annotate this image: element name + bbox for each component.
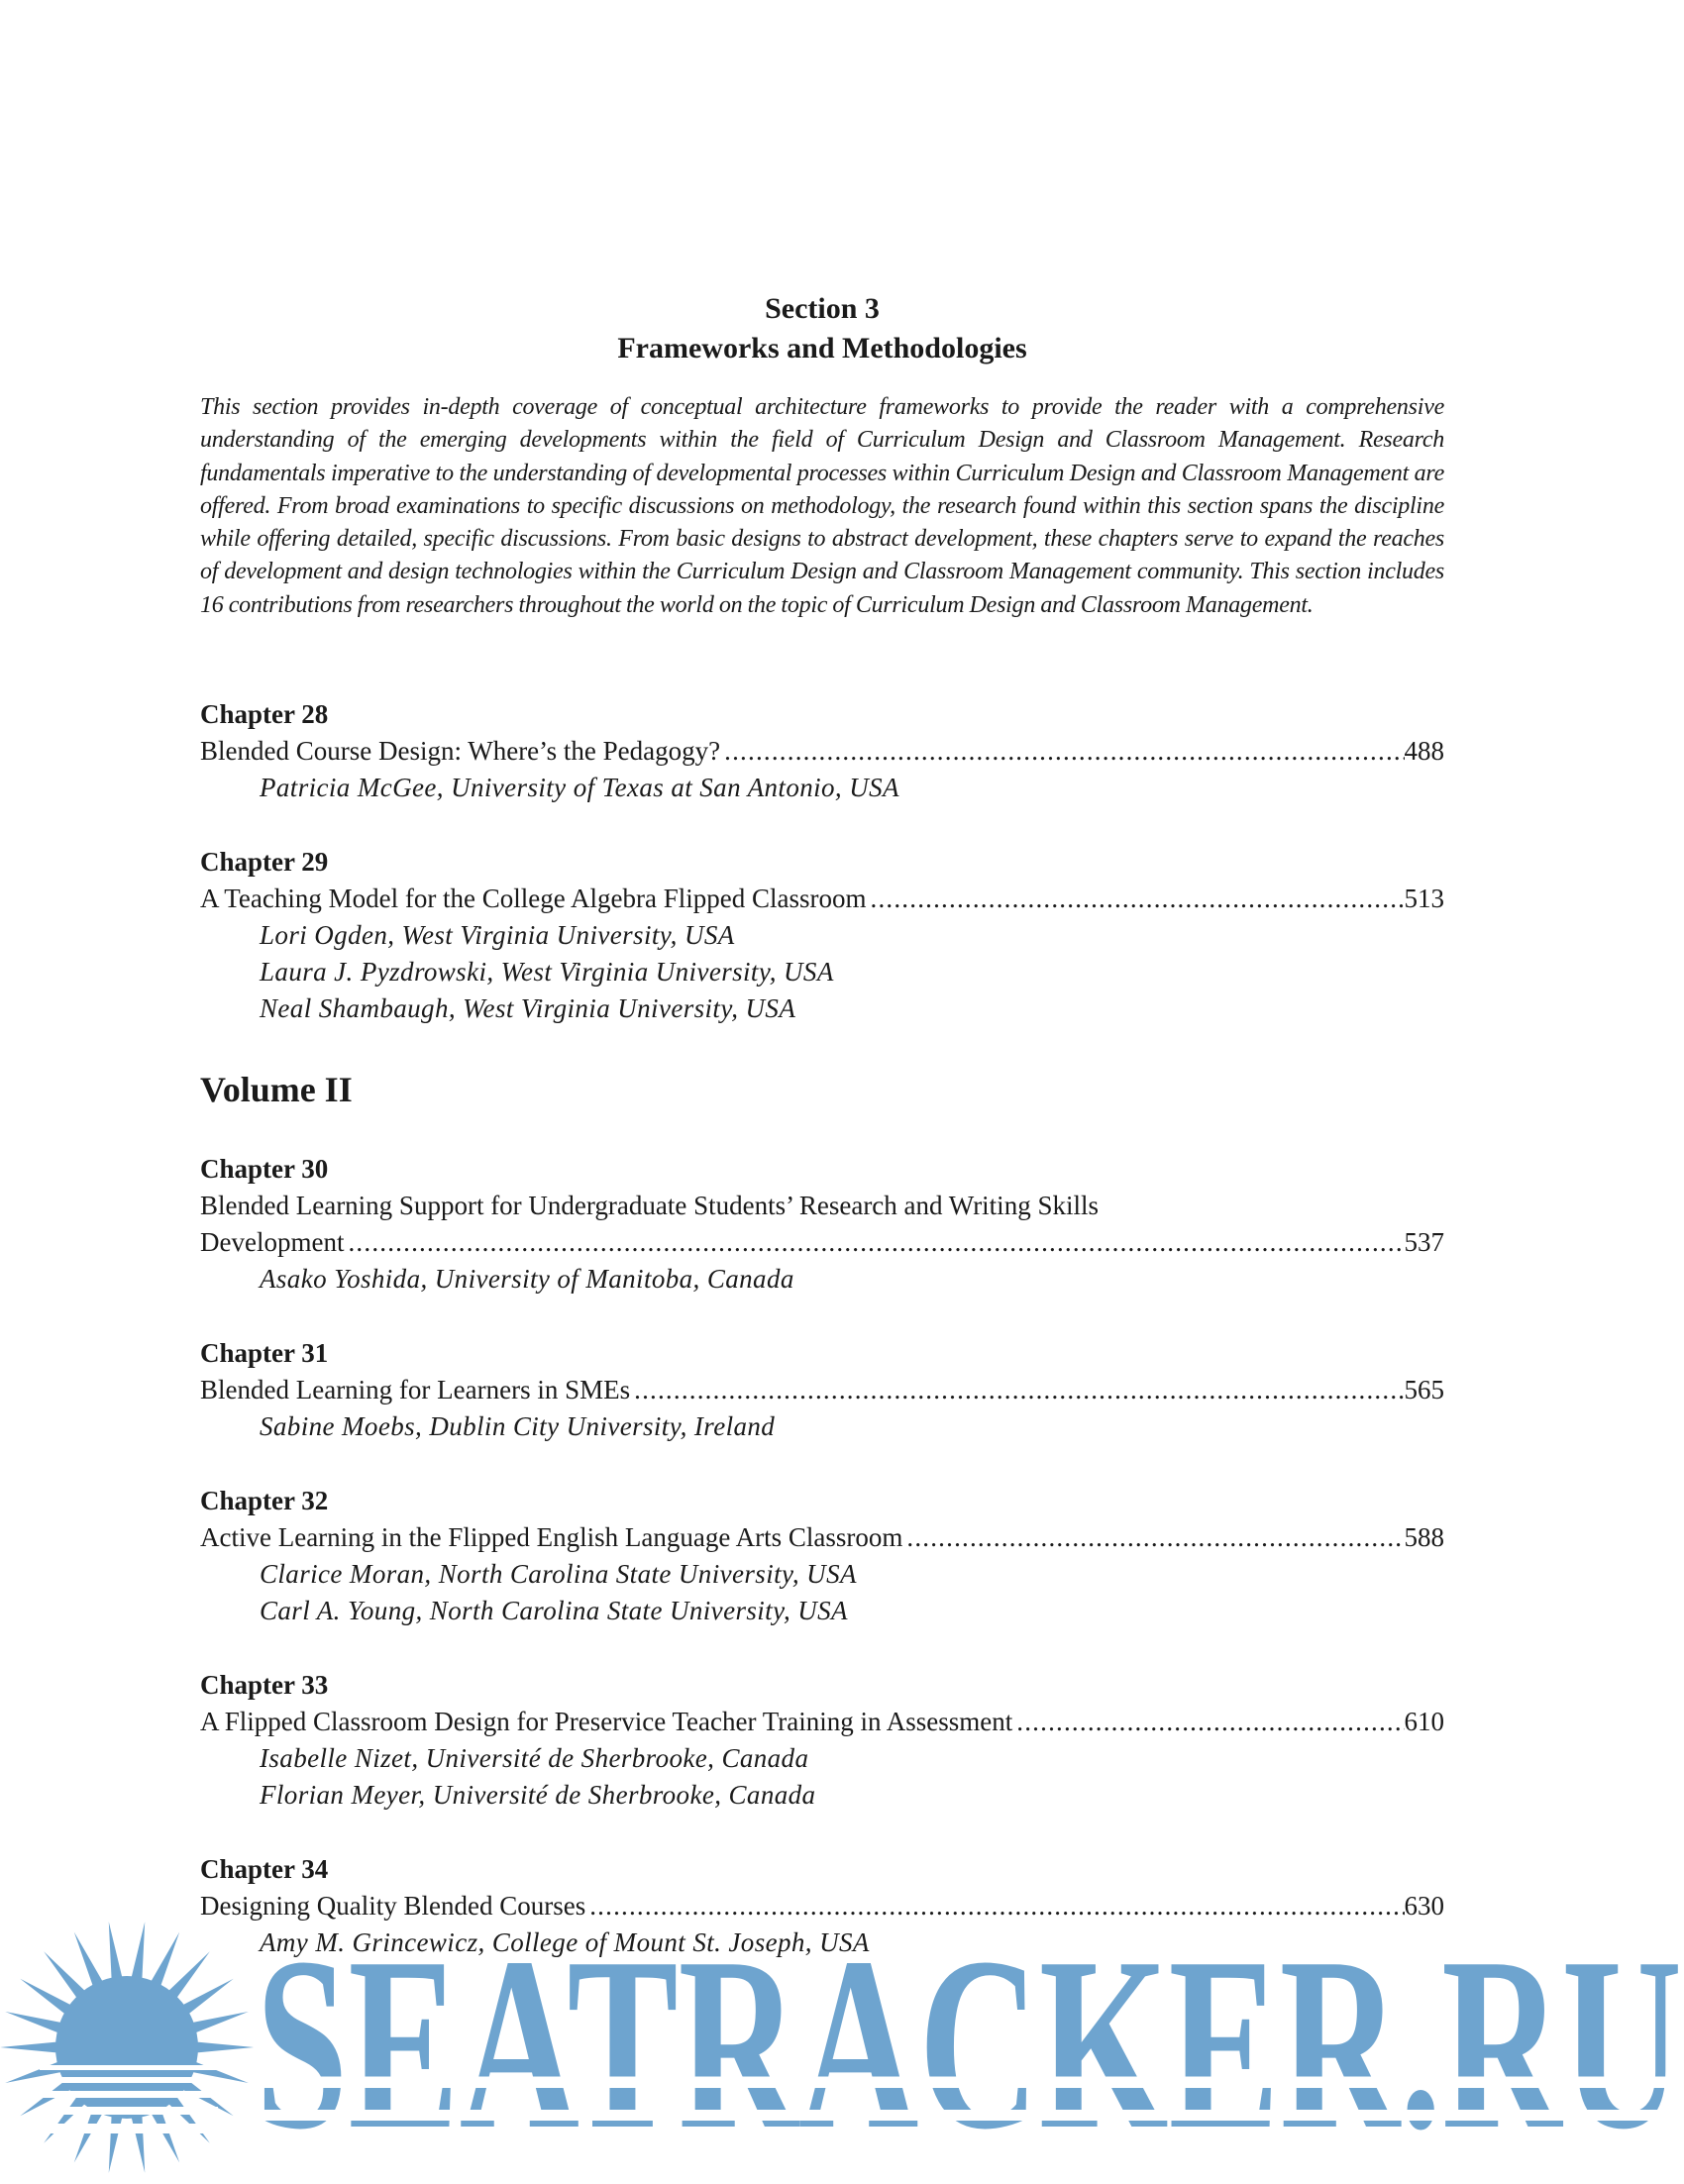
dot-leader [344,1224,1404,1261]
sun-ray [74,2108,103,2162]
sun-ray [20,1979,71,2015]
toc-entry-chapter-33[interactable] [200,1667,1444,1814]
sun-ray [191,2012,248,2033]
chapter-title: Blended Course Design: Where’s the Pedagogy? [200,736,721,766]
dot-leader [867,881,1405,917]
chapter-author: Amy M. Grincewicz, College of Mount St. Joseph, USA [260,1927,870,1957]
chapter-title: A Flipped Classroom Design for Preservice Teacher Training in Assessment [200,1707,1013,1736]
chapter-author: Laura J. Pyzdrowski, West Virginia University, USA [260,957,834,987]
chapter-title: A Teaching Model for the College Algebra Flipped Classroom [200,884,867,913]
toc-entry-chapter-28[interactable] [200,696,1444,806]
chapter-number: Chapter 33 [200,1670,329,1700]
sun-ray [44,1951,85,1999]
dot-leader [720,733,1404,770]
page-number: 610 [1404,1707,1444,1736]
toc-entry-chapter-29[interactable] [200,844,1444,1027]
chapter-title: Development [200,1227,345,1257]
watermark-lettering: SEATRACKER.RU [256,1917,1682,2179]
toc-entry-chapter-32[interactable] [200,1483,1444,1629]
chapter-title-row[interactable] [200,1519,1444,1556]
chapter-number: Chapter 32 [200,1486,329,1515]
page-number: 513 [1404,884,1444,913]
toc-entry-chapter-31[interactable] [200,1335,1444,1445]
page-number: 537 [1404,1227,1444,1257]
chapter-title: Blended Learning for Learners in SMEs [200,1375,631,1404]
section-heading [198,289,1446,368]
chapter-title: Designing Quality Blended Courses [200,1891,586,1921]
page-number: 588 [1404,1522,1444,1552]
chapter-author: Neal Shambaugh, West Virginia University, USA [260,993,796,1023]
chapter-author: Clarice Moran, North Carolina State University, USA [260,1559,857,1589]
chapter-author: Sabine Moebs, Dublin City University, Ireland [260,1411,776,1441]
sun-ray [74,1932,103,1987]
chapter-title-row[interactable] [200,1704,1444,1740]
section-intro: This section provides in-depth coverage of conceptual architecture frameworks to provide the reader with a comprehensive understanding of the emerging developments within the field of Curriculum Design and Classroom Management. Research fundamentals imperative to the understanding of developmental processes within Curriculum Design and Classroom Management are offered. From broad examinations to specific discussions on methodology, the research found within this section spans the discipline while offering detailed, specific discussions. From basic designs to abstract development, these chapters serve to expand the reaches of development and design technologies within the Curriculum Design and Classroom Management community. This section includes 16 contributions from researchers throughout the world on the topic of Curriculum Design and Classroom Management. [200,394,1444,618]
chapter-author: Isabelle Nizet, Université de Sherbrooke, Canada [260,1743,809,1773]
sun-ray [196,2042,254,2053]
chapter-number: Chapter 34 [200,1854,329,1884]
chapter-author: Carl A. Young, North Carolina State University, USA [260,1596,848,1625]
volume-heading: Volume II [200,1070,353,1109]
chapter-number: Chapter 30 [200,1154,329,1184]
chapter-title-row[interactable] [200,733,1444,770]
chapter-author: Lori Ogden, West Virginia University, USA [260,920,735,950]
chapter-title-row[interactable] [200,1372,1444,1408]
chapter-author: Patricia McGee, University of Texas at San Antonio, USA [260,773,899,802]
chapter-author: Asako Yoshida, University of Manitoba, Canada [260,1264,794,1294]
sun-ray [109,1922,123,1979]
page-number: 565 [1404,1375,1444,1404]
sun-ray [44,2096,85,2143]
chapter-title: Active Learning in the Flipped English Language Arts Classroom [200,1522,903,1552]
dot-leader [630,1372,1404,1408]
toc-entry-chapter-30[interactable] [200,1151,1444,1298]
chapter-number: Chapter 31 [200,1338,329,1368]
page-number: 630 [1404,1891,1444,1921]
sun-ray [151,2108,179,2162]
sun-ray [151,1932,179,1987]
section-label: Section 3 [765,292,880,325]
section-title: Frameworks and Methodologies [617,332,1027,364]
sun-ray [5,2012,61,2033]
sun-ray [131,1922,145,1979]
sun-logo-icon [0,1917,260,2179]
chapter-title-row[interactable] [200,1224,1444,1261]
page-number: 488 [1404,736,1444,766]
watermark [0,1917,1684,2179]
sun-ray [168,1951,210,1999]
chapter-title-line: Blended Learning Support for Undergraduate Students’ Research and Writing Skills [200,1191,1099,1220]
chapter-number: Chapter 28 [200,699,329,729]
watermark-text [256,1917,1684,2179]
sun-ray [182,1979,234,2015]
sun-ray [168,2096,210,2143]
dot-leader [1012,1704,1404,1740]
dot-leader [902,1519,1404,1556]
chapter-author: Florian Meyer, Université de Sherbrooke, Canada [260,1780,816,1810]
chapter-number: Chapter 29 [200,847,329,877]
sun-ray [0,2042,57,2053]
chapter-title-row[interactable] [200,881,1444,917]
